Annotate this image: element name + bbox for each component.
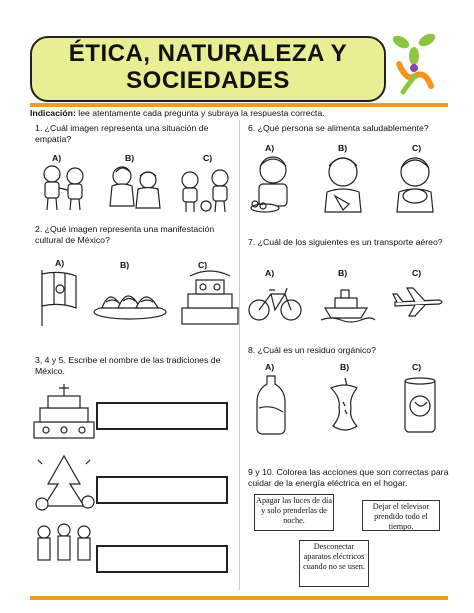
- q8-option-c[interactable]: C): [412, 362, 422, 372]
- q8-images: [245, 372, 450, 437]
- q2-image-a[interactable]: [42, 270, 76, 326]
- question-8-text: 8. ¿Cuál es un residuo orgánico?: [248, 345, 376, 355]
- q1-image-c[interactable]: [182, 170, 228, 212]
- q7-option-b[interactable]: B): [338, 268, 348, 278]
- q1-option-a[interactable]: A): [52, 153, 62, 163]
- q7-image-b-ship[interactable]: [321, 290, 375, 322]
- posada-image: [38, 524, 90, 560]
- q6-image-b[interactable]: [325, 158, 361, 212]
- answer-box-3[interactable]: [96, 402, 228, 430]
- action-card-1[interactable]: Apagar las luces de día y solo prenderlas de noche.: [254, 494, 334, 531]
- column-divider: [239, 120, 240, 590]
- page-title-line-1: ÉTICA, NATURALEZA Y: [68, 40, 348, 67]
- q2-option-c[interactable]: C): [198, 260, 208, 270]
- christmas-image: [36, 456, 94, 510]
- q6-option-a[interactable]: A): [265, 143, 275, 153]
- q1-option-b[interactable]: B): [125, 153, 135, 163]
- instruction-label: Indicación:: [30, 108, 76, 118]
- action-card-2[interactable]: Dejar el televisor prendido todo el tiempo.: [362, 500, 440, 531]
- q2-image-b[interactable]: [94, 296, 166, 319]
- q7-image-c-airplane[interactable]: [393, 288, 442, 316]
- q8-image-c-can[interactable]: [405, 378, 435, 432]
- q7-option-a[interactable]: A): [265, 268, 275, 278]
- q6-image-a[interactable]: [251, 157, 287, 212]
- q1-image-b[interactable]: [110, 167, 160, 208]
- question-3-5-text: 3, 4 y 5. Escribe el nombre de las tradiciones de México.: [35, 355, 221, 376]
- q6-option-c[interactable]: C): [412, 143, 422, 153]
- q8-image-b-apple-core[interactable]: [331, 378, 357, 430]
- bottom-stripe: [30, 596, 448, 600]
- q1-images: [30, 162, 245, 217]
- q6-option-b[interactable]: B): [338, 143, 348, 153]
- question-9-10-text: 9 y 10. Colorea las acciones que son correctas para cuidar de la energía eléctrica en el hogar.: [248, 467, 449, 488]
- q8-option-a[interactable]: A): [265, 362, 275, 372]
- q6-image-c[interactable]: [397, 158, 433, 212]
- question-7-text: 7. ¿Cuál de los siguientes es un transporte aéreo?: [248, 237, 443, 247]
- instruction-text: lee atentamente cada pregunta y subraya la respuesta correcta.: [75, 108, 325, 118]
- action-card-3[interactable]: Desconectar aparatos eléctricos cuando no se usen.: [299, 540, 369, 587]
- q2-images: [30, 268, 245, 328]
- q2-option-b[interactable]: B): [120, 260, 130, 270]
- q7-option-c[interactable]: C): [412, 268, 422, 278]
- q345-images: [30, 380, 100, 585]
- page-title-line-2: SOCIEDADES: [126, 67, 290, 94]
- altar-image: [34, 384, 94, 438]
- q1-image-a[interactable]: [44, 166, 83, 210]
- q1-option-c[interactable]: C): [203, 153, 213, 163]
- q7-image-a-bicycle[interactable]: [249, 288, 301, 320]
- q7-images: [245, 280, 450, 325]
- q2-option-a[interactable]: A): [55, 258, 65, 268]
- q2-image-c[interactable]: [182, 271, 238, 324]
- question-6-text: 6. ¿Qué persona se alimenta saludablemente?: [248, 123, 429, 133]
- q8-option-b[interactable]: B): [340, 362, 350, 372]
- divider-stripe: [30, 103, 448, 107]
- q6-images: [245, 152, 450, 217]
- question-2-text: 2. ¿Qué imagen representa una manifestación cultural de México?: [35, 224, 215, 245]
- answer-box-5[interactable]: [96, 545, 228, 573]
- q8-image-a-bottle[interactable]: [257, 376, 285, 434]
- answer-box-4[interactable]: [96, 476, 228, 504]
- instruction: [30, 108, 450, 119]
- logo-icon: [385, 30, 447, 100]
- question-1-text: 1. ¿Cuál imagen representa una situación de empatía?: [35, 123, 209, 144]
